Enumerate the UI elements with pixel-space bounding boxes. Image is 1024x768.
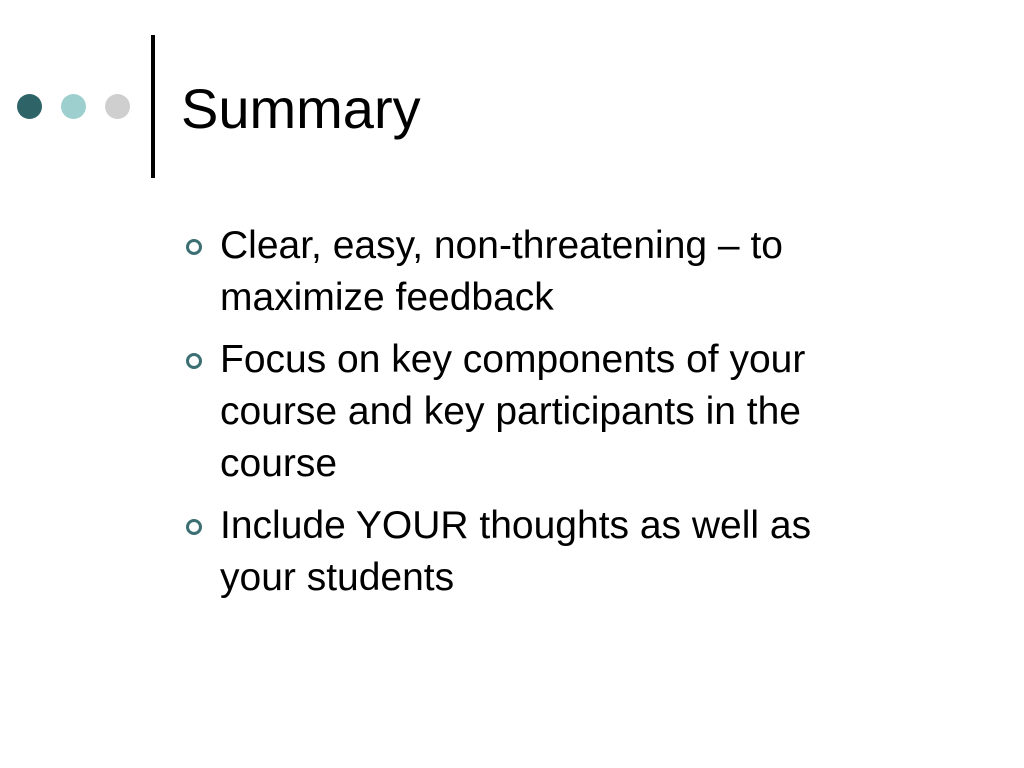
bullet-text: Focus on key components of your course and key participants in the course (220, 338, 806, 485)
bullet-item (182, 220, 882, 324)
slide-title: Summary (181, 77, 421, 140)
bullet-item (182, 334, 882, 490)
title-divider (151, 35, 155, 178)
bullet-item (182, 500, 882, 604)
decorative-dot-light (61, 94, 86, 119)
bullet-ring-icon (186, 519, 202, 535)
bullet-ring-icon (186, 353, 202, 369)
bullet-ring-icon (186, 239, 202, 255)
bullet-list (182, 220, 882, 614)
bullet-text: Include YOUR thoughts as well as your students (220, 504, 812, 599)
decorative-dot-gray (105, 94, 130, 119)
decorative-dot-dark (17, 94, 42, 119)
bullet-text: Clear, easy, non-threatening – to maximize feedback (220, 224, 783, 319)
